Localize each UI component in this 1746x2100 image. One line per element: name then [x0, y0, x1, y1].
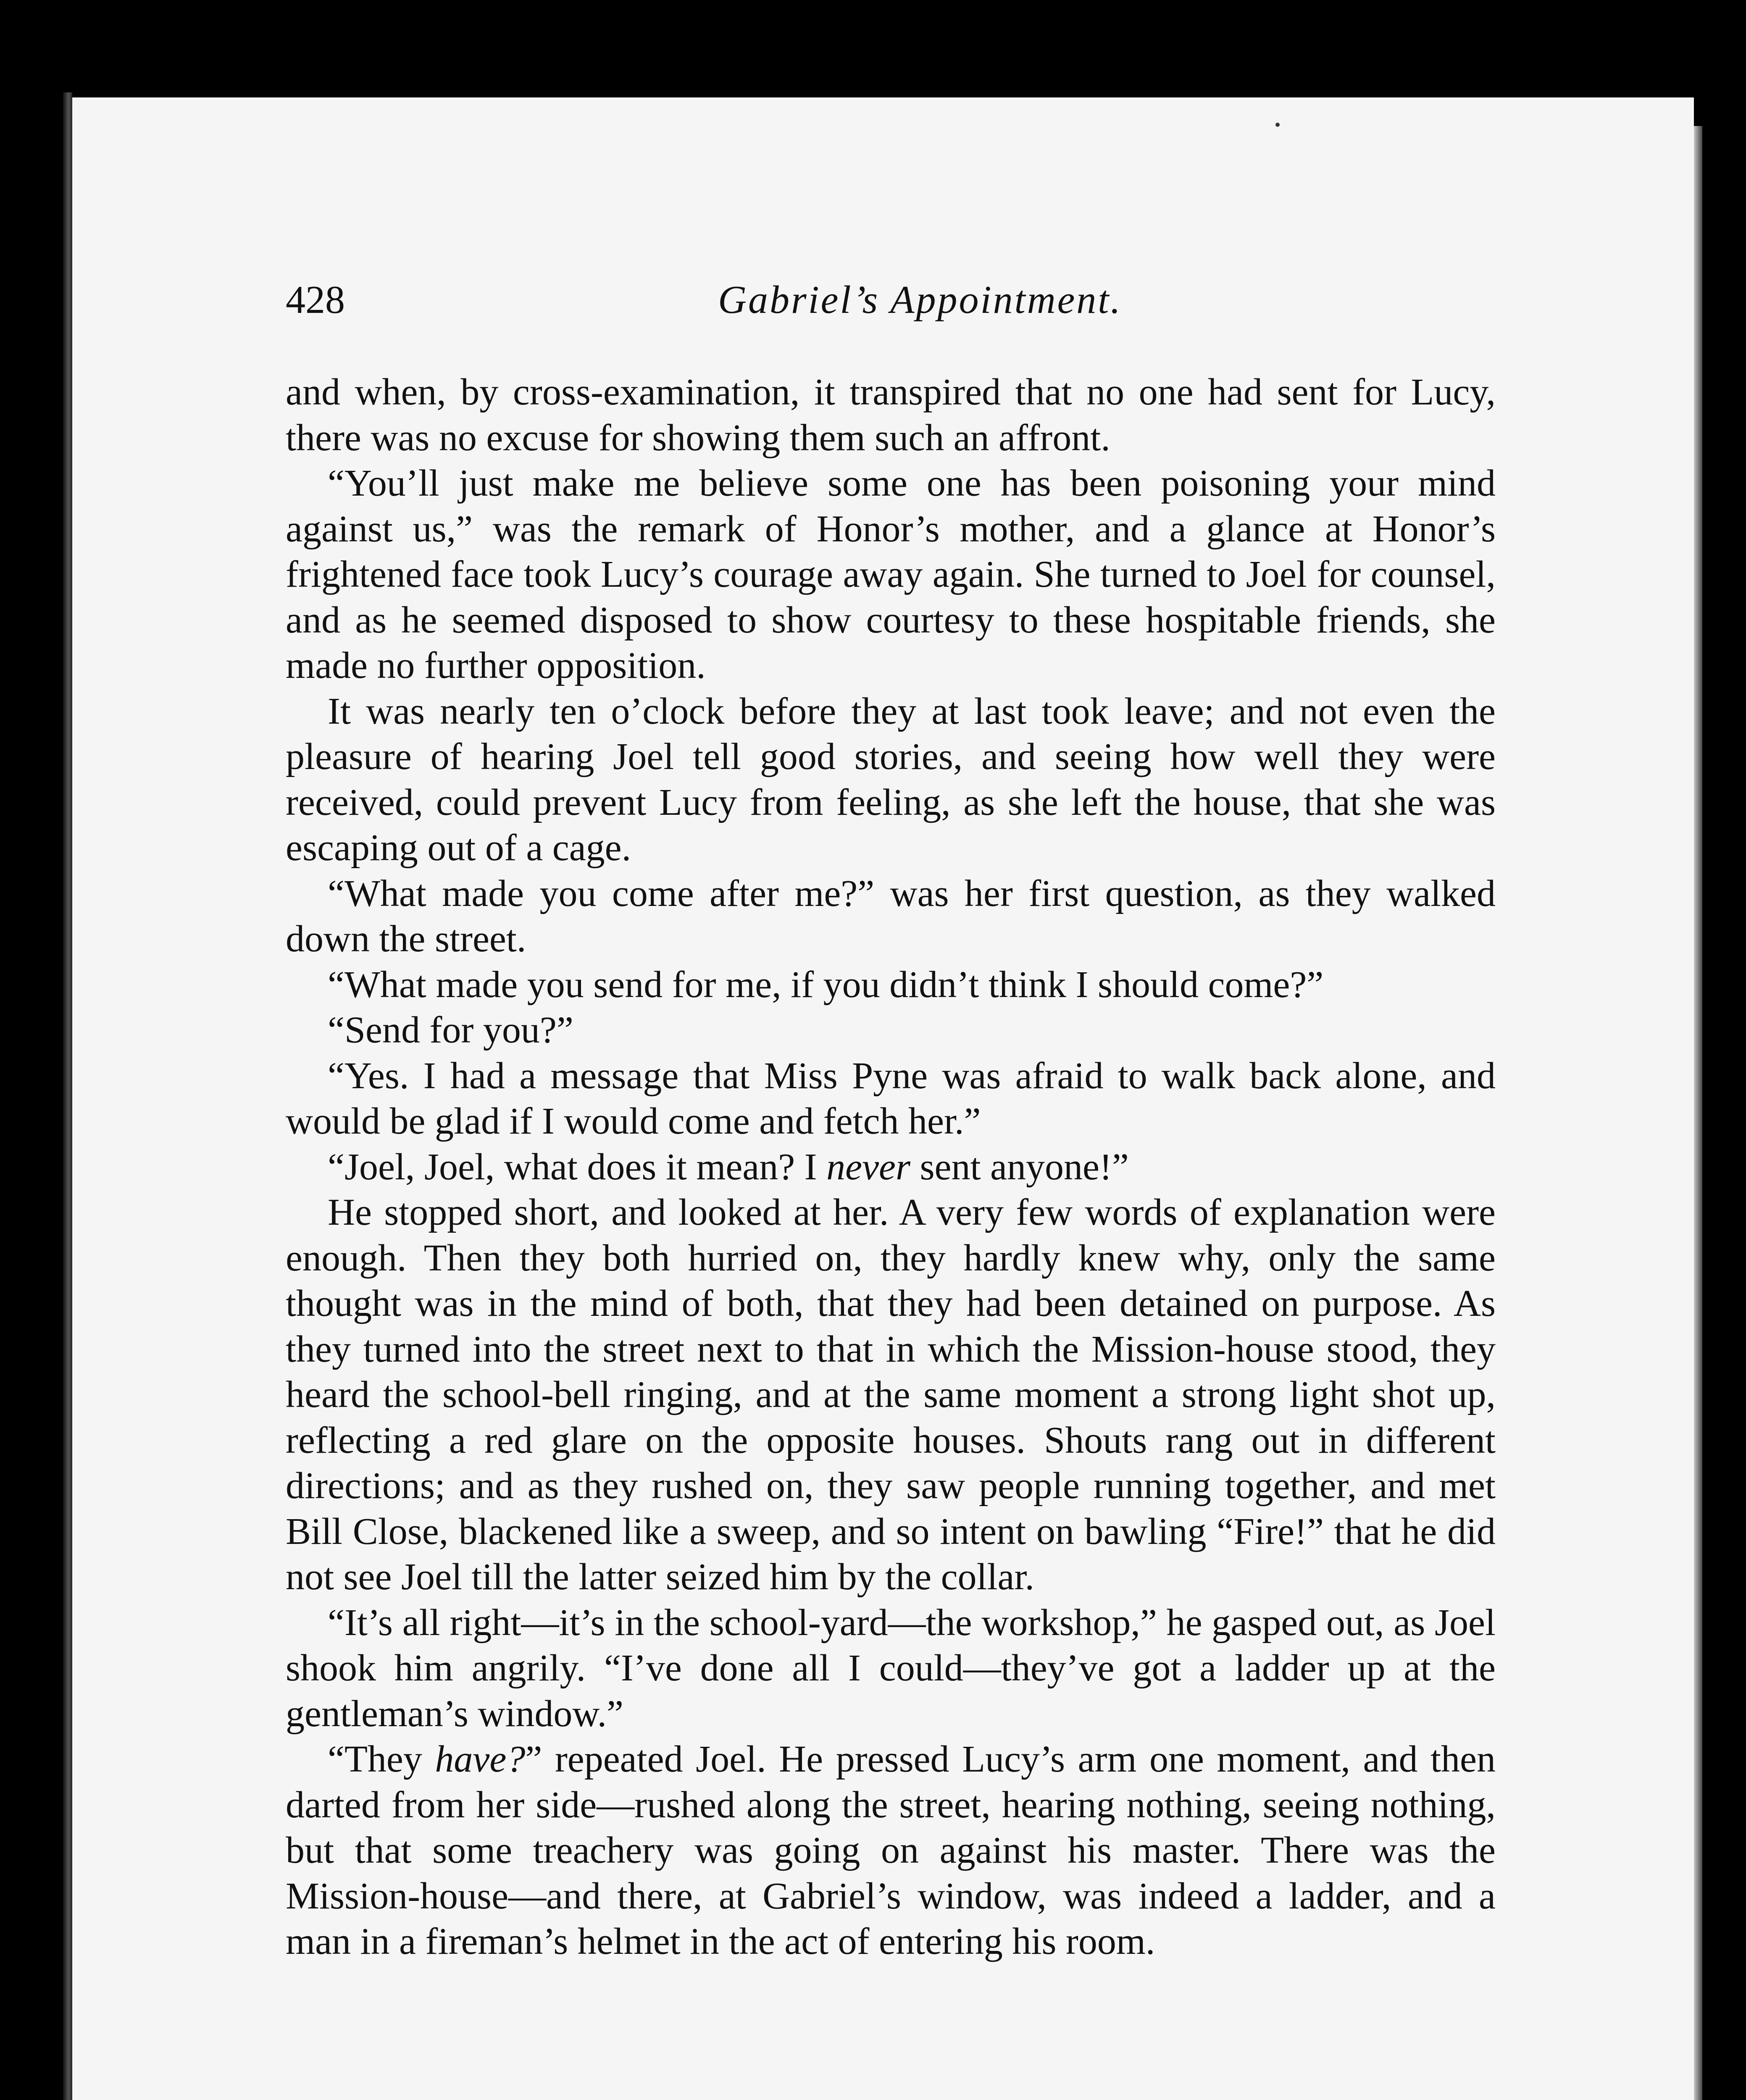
text-run: ” repeated Joel. He pressed Lucy’s arm one moment, and then darted from her side—rushed along the street, hearing nothing, seeing nothing, but that some treachery was going on against his master. There was the Mission-house—and there, at Gabriel’s window, was indeed a ladder, and a man in a fireman’s helmet in the act of entering his room.	[286, 1738, 1496, 1962]
paragraph: and when, by cross-examination, it transpired that no one had sent for Lucy, there was no excuse for showing them such an affront.	[286, 371, 1496, 459]
page-edge	[1694, 126, 1702, 2100]
print-speck	[1275, 123, 1280, 127]
text-run: sent anyone!”	[910, 1146, 1129, 1188]
paragraph: It was nearly ten o’clock before they at last took leave; and not even the pleasure of hearing Joel tell good stories, and seeing how well they were received, could prevent Lucy from feeling, as she left the house, that she was escaping out of a cage.	[286, 690, 1496, 869]
paragraph: “Send for you?”	[328, 1009, 573, 1051]
paragraph: “It’s all right—it’s in the school-yard—the workshop,” he gasped out, as Joel shook him angrily. “I’ve done all I could—they’ve got a ladder up at the gentleman’s window.”	[286, 1601, 1496, 1735]
paragraph	[286, 1144, 1496, 1190]
binding-shadow	[63, 92, 72, 2100]
paragraph: “What made you come after me?” was her first question, as they walked down the street.	[286, 872, 1496, 960]
paragraph	[286, 1737, 1496, 1965]
paragraph: He stopped short, and looked at her. A very few words of explanation were enough. Then they both hurried on, they hardly knew why, only the same thought was in the mind of both, that they had been detained on purpose. As they turned into the street next to that in which the Mission-house stood, they heard the school-bell ringing, and at the same moment a strong light shot up, reflecting a red glare on the opposite houses. Shouts rang out in different directions; and as they rushed on, they saw people running together, and met Bill Close, blackened like a sweep, and so intent on bawling “Fire!” that he did not see Joel till the latter seized him by the collar.	[286, 1192, 1496, 1598]
text-run: “Joel, Joel, what does it mean? I	[328, 1146, 827, 1188]
emphasis: never	[826, 1146, 911, 1188]
running-title: Gabriel’s Appointment.	[718, 278, 1122, 322]
text-run: “They	[328, 1738, 435, 1780]
body-text	[286, 370, 1496, 1965]
paragraph: “You’ll just make me believe some one has been poisoning your mind against us,” was the remark of Honor’s mother, and a glance at Honor’s frightened face took Lucy’s courage away again. She turned to Joel for counsel, and as he seemed disposed to show courtesy to these hospitable friends, she made no further opposition.	[286, 462, 1496, 686]
page-number: 428	[286, 278, 345, 322]
page-header	[286, 277, 1554, 332]
emphasis: have?	[435, 1738, 526, 1780]
paragraph: “What made you send for me, if you didn’t think I should come?”	[328, 963, 1324, 1005]
paragraph: “Yes. I had a message that Miss Pyne was afraid to walk back alone, and would be glad if I would come and fetch her.”	[286, 1055, 1496, 1142]
